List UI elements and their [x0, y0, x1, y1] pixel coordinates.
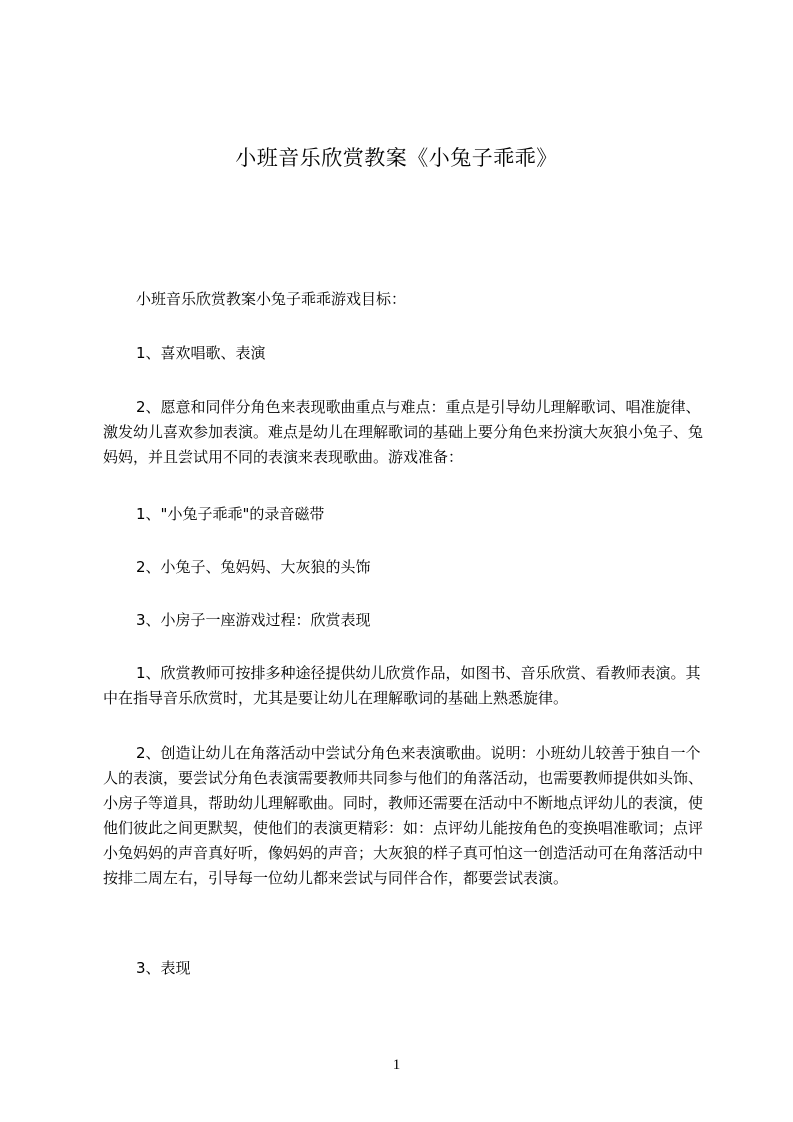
paragraph-goal-2: 2、愿意和同伴分角色来表现歌曲重点与难点：重点是引导幼儿理解歌词、唱准旋律、激发幼儿喜欢参加表演。难点是幼儿在理解歌词的基础上要分角色来扮演大灰狼小兔子、兔妈妈，并且尝试用不同的表演来表现歌曲。游戏准备：: [103, 398, 704, 466]
paragraph-prep-3: 3、小房子一座游戏过程：欣赏表现: [136, 611, 371, 629]
page-number: 1: [392, 1057, 401, 1073]
paragraph-goals-heading: 小班音乐欣赏教案小兔子乖乖游戏目标：: [136, 290, 407, 308]
paragraph-step-1: 1、欣赏教师可按排多种途径提供幼儿欣赏作品，如图书、音乐欣赏、看教师表演。其中在指导音乐欣赏时，尤其是要让幼儿在理解歌词的基础上熟悉旋律。: [103, 664, 701, 707]
paragraph-step-3: 3、表现: [136, 959, 191, 977]
paragraph-step-2: 2、创造让幼儿在角落活动中尝试分角色来表演歌曲。说明：小班幼儿较善于独自一个人的表演，要尝试分角色表演需要教师共同参与他们的角落活动，也需要教师提供如头饰、小房子等道具，帮助幼儿理解歌曲。同时，教师还需要在活动中不断地点评幼儿的表演，使他们彼此之间更默契，使他们的表演更精彩：如：点评幼儿能按角色的变换唱准歌词；点评小兔妈妈的声音真好听，像妈妈的声音；大灰狼的样子真可怕这一创造活动可在角落活动中按排二周左右，引导每一位幼儿都来尝试与同伴合作，都要尝试表演。: [103, 744, 704, 887]
paragraph-goal-1: 1、喜欢唱歌、表演: [136, 344, 266, 362]
paragraph-prep-1: 1、"小兔子乖乖"的录音磁带: [136, 505, 325, 523]
document-title: 小班音乐欣赏教案《小兔子乖乖》: [235, 146, 558, 170]
paragraph-prep-2: 2、小兔子、兔妈妈、大灰狼的头饰: [136, 558, 371, 576]
